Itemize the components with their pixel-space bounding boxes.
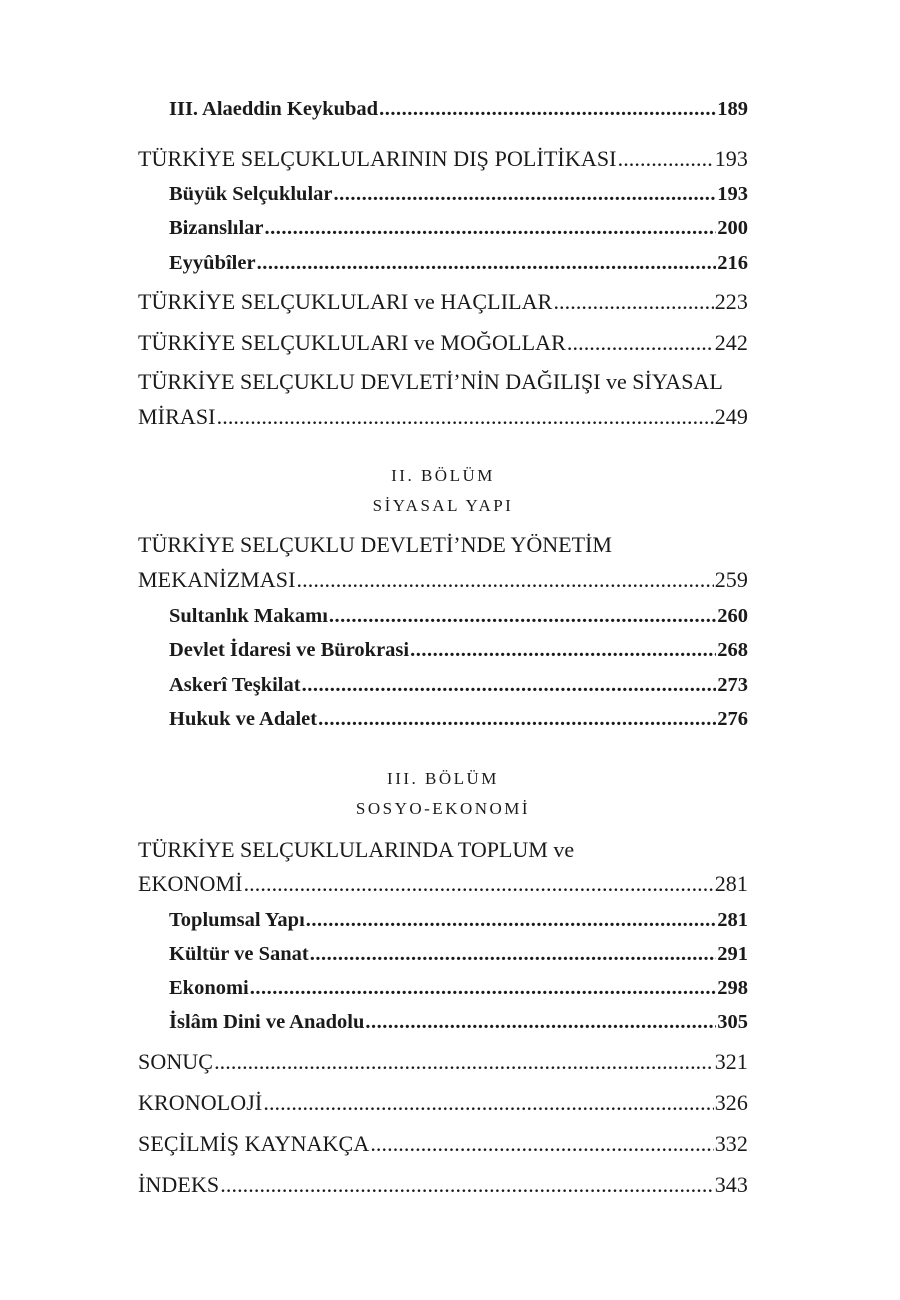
leader-dots	[263, 1090, 713, 1116]
leader-dots	[265, 217, 717, 240]
section-title: SİYASAL YAPI	[372, 496, 514, 515]
toc-entry-page: 332	[714, 1131, 748, 1156]
toc-entry-askeri-teskilat[interactable]	[138, 662, 748, 697]
leader-dots	[217, 404, 714, 430]
toc-entry-label: Hukuk ve Adalet	[169, 708, 318, 730]
toc-entry-devlet-idaresi[interactable]	[138, 628, 748, 662]
toc-entry-page: 216	[717, 252, 748, 274]
toc-entry-label: Toplumsal Yapı	[169, 909, 305, 931]
toc-entry-sultanlik-makami[interactable]	[138, 593, 748, 628]
section-number: III. BÖLÜM	[387, 769, 499, 788]
toc-entry-label: TÜRKİYE SELÇUKLULARI ve MOĞOLLAR	[138, 330, 566, 355]
toc-entry-label: MEKANİZMASI	[138, 567, 296, 592]
leader-dots	[220, 1172, 713, 1198]
leader-dots	[244, 871, 714, 897]
leader-dots	[410, 639, 716, 662]
toc-entry-eyyubiler[interactable]	[138, 240, 748, 275]
leader-dots	[318, 708, 716, 731]
toc-entry-page: 298	[717, 977, 748, 999]
leader-dots	[370, 1131, 713, 1157]
toc-entry-page: 326	[714, 1090, 748, 1115]
leader-dots	[297, 567, 714, 593]
toc-entry-sonuc[interactable]	[138, 1034, 748, 1075]
leader-dots	[250, 977, 717, 1000]
leader-dots	[214, 1049, 714, 1075]
toc-entry-islam-dini[interactable]	[138, 1000, 748, 1034]
toc-entry-label: SEÇİLMİŞ KAYNAKÇA	[138, 1131, 370, 1156]
toc-entry-label: Ekonomi	[169, 977, 249, 999]
toc-entry-dis-politika[interactable]	[138, 132, 748, 172]
toc-entry-page: 200	[717, 217, 748, 239]
toc-entry-label: İNDEKS	[138, 1172, 220, 1197]
toc-entry-label: Kültür ve Sanat	[169, 943, 309, 965]
toc-entry-mogollar[interactable]	[138, 315, 748, 356]
toc-entry-label: Askerî Teşkilat	[169, 674, 301, 696]
toc-entry-toplumsal-yapi[interactable]	[138, 897, 748, 932]
leader-dots	[306, 909, 716, 932]
toc-entry-bizanslilar[interactable]	[138, 206, 748, 240]
toc-entry-toplum-line1: TÜRKİYE SELÇUKLULARINDA TOPLUM ve	[138, 837, 575, 862]
toc-entry-kultur-ve-sanat[interactable]	[138, 932, 748, 966]
toc-entry-dagilis-line1: TÜRKİYE SELÇUKLU DEVLETİ’NİN DAĞILIŞI ve SİYASAL	[138, 369, 723, 394]
toc-entry-buyuk-selcuklular[interactable]	[138, 172, 748, 206]
toc-entry-kaynakca[interactable]	[138, 1116, 748, 1157]
toc-entry-alaeddin-keykubad[interactable]	[138, 98, 748, 132]
section-number: II. BÖLÜM	[391, 466, 495, 485]
toc-entry-label: İslâm Dini ve Anadolu	[169, 1011, 365, 1033]
toc-entry-page: 242	[714, 330, 748, 355]
toc-entry-page: 268	[717, 639, 748, 661]
toc-entry-label: TÜRKİYE SELÇUKLULARI ve HAÇLILAR	[138, 289, 553, 314]
toc-entry-page: 249	[714, 404, 748, 429]
leader-dots	[302, 674, 717, 697]
section-title: SOSYO-EKONOMİ	[355, 799, 531, 818]
toc-entry-kronoloji[interactable]	[138, 1075, 748, 1116]
leader-dots	[365, 1011, 716, 1034]
toc-entry-label: EKONOMİ	[138, 871, 243, 896]
toc-entry-label: MİRASI	[138, 404, 216, 429]
toc-entry-hukuk-ve-adalet[interactable]	[138, 697, 748, 731]
toc-entry-label: Bizanslılar	[169, 217, 264, 239]
leader-dots	[310, 943, 717, 966]
toc-entry-toplum-ve-ekonomi[interactable]	[138, 863, 748, 897]
toc-entry-page: 291	[717, 943, 748, 965]
toc-entry-label: Eyyûbîler	[169, 252, 256, 274]
toc-entry-yonetim-line1: TÜRKİYE SELÇUKLU DEVLETİ’NDE YÖNETİM	[138, 532, 612, 557]
toc-entry-page: 260	[717, 605, 748, 627]
leader-dots	[379, 98, 716, 121]
toc-entry-page: 259	[714, 567, 748, 592]
toc-entry-label: Büyük Selçuklular	[169, 183, 333, 205]
toc-entry-page: 281	[717, 909, 748, 931]
toc-entry-haclilar[interactable]	[138, 275, 748, 315]
leader-dots	[553, 289, 713, 315]
toc-entry-page: 273	[717, 674, 748, 696]
toc-entry-yonetim-mekanizmasi[interactable]	[138, 558, 748, 593]
leader-dots	[618, 146, 714, 172]
toc-entry-ekonomi[interactable]	[138, 966, 748, 1000]
toc-entry-page: 321	[714, 1049, 748, 1074]
toc-entry-page: 305	[717, 1011, 748, 1033]
toc-entry-label: Sultanlık Makamı	[169, 605, 328, 627]
toc-entry-label: SONUÇ	[138, 1049, 214, 1074]
toc-entry-page: 193	[714, 146, 748, 171]
leader-dots	[334, 183, 717, 206]
leader-dots	[257, 252, 717, 275]
leader-dots	[329, 605, 716, 628]
toc-entry-indeks[interactable]	[138, 1157, 748, 1198]
toc-entry-label: KRONOLOJİ	[138, 1090, 263, 1115]
toc-entry-label: III. Alaeddin Keykubad	[169, 98, 379, 120]
toc-entry-dagilis[interactable]	[138, 395, 748, 430]
toc-entry-label: TÜRKİYE SELÇUKLULARININ DIŞ POLİTİKASI	[138, 146, 617, 171]
toc-entry-page: 343	[714, 1172, 748, 1197]
toc-entry-page: 189	[717, 98, 748, 120]
toc-entry-page: 193	[717, 183, 748, 205]
toc-entry-page: 223	[714, 289, 748, 314]
toc-entry-page: 281	[714, 871, 748, 896]
toc-entry-label: Devlet İdaresi ve Bürokrasi	[169, 639, 410, 661]
table-of-contents	[138, 98, 748, 1198]
toc-entry-page: 276	[717, 708, 748, 730]
leader-dots	[567, 330, 714, 356]
